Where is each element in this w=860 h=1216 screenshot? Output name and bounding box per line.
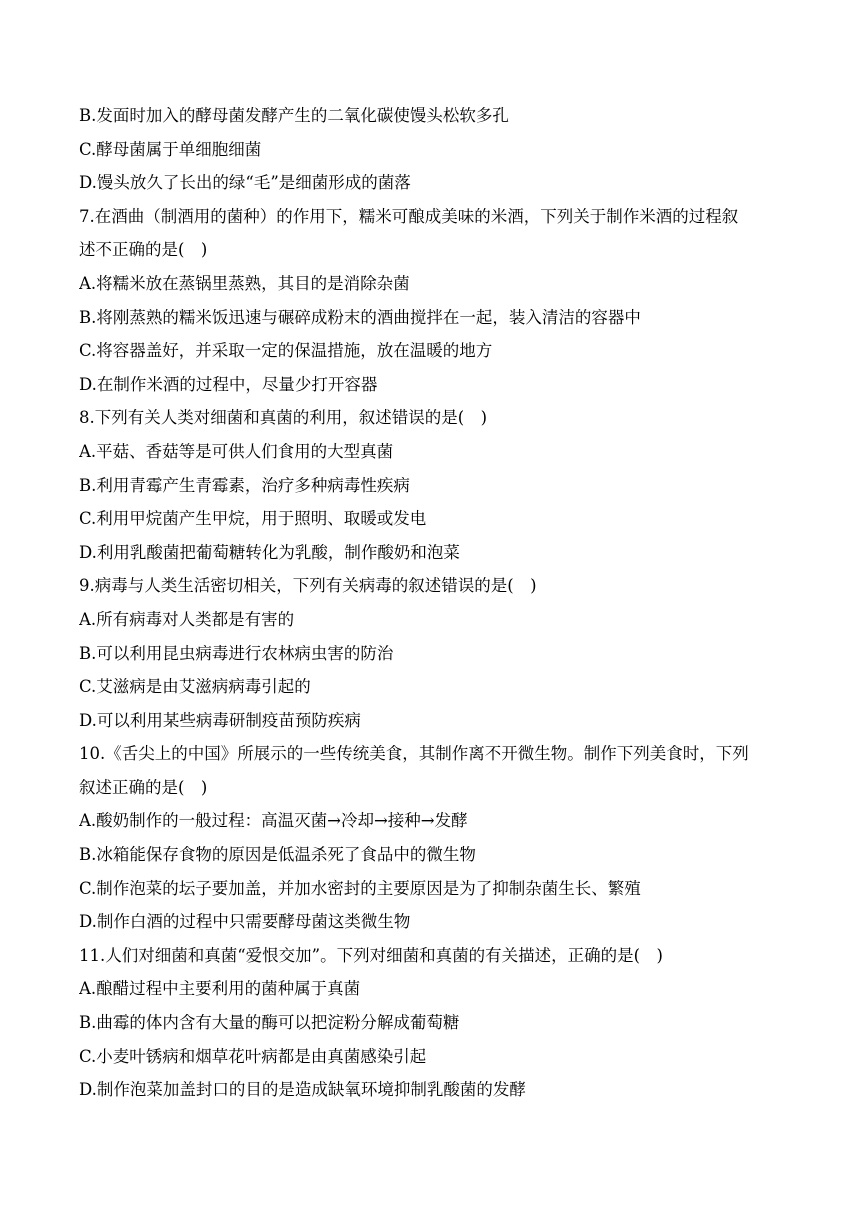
text-line: D.利用乳酸菌把葡萄糖转化为乳酸，制作酸奶和泡菜: [79, 542, 460, 562]
text-line: B.可以利用昆虫病毒进行农林病虫害的防治: [79, 643, 394, 663]
text-line: 7.在酒曲（制酒用的菌种）的作用下，糯米可酿成美味的米酒，下列关于制作米酒的过程叙: [79, 206, 739, 226]
text-line: B.将刚蒸熟的糯米饭迅速与碾碎成粉末的酒曲搅拌在一起，装入清洁的容器中: [79, 307, 641, 327]
text-line: C.酵母菌属于单细胞细菌: [79, 139, 262, 159]
text-line: B.曲霉的体内含有大量的酶可以把淀粉分解成葡萄糖: [79, 1013, 460, 1033]
text-line: C.艾滋病是由艾滋病病毒引起的: [79, 677, 311, 697]
text-line: 述不正确的是( ): [79, 240, 208, 260]
text-line: 叙述正确的是( ): [79, 777, 208, 797]
text-line: D.可以利用某些病毒研制疫苗预防疾病: [79, 710, 361, 730]
text-line: A.酿醋过程中主要利用的菌种属于真菌: [79, 979, 361, 999]
text-line: D.在制作米酒的过程中，尽量少打开容器: [79, 374, 378, 394]
text-line: B.冰箱能保存食物的原因是低温杀死了食品中的微生物: [79, 845, 476, 865]
text-line: 9.病毒与人类生活密切相关，下列有关病毒的叙述错误的是( ): [79, 576, 537, 596]
text-line: A.酸奶制作的一般过程：高温灭菌→冷却→接种→发酵: [79, 811, 468, 831]
text-line: C.将容器盖好，并采取一定的保温措施，放在温暖的地方: [79, 341, 493, 361]
text-line: C.小麦叶锈病和烟草花叶病都是由真菌感染引起: [79, 1046, 427, 1066]
text-line: D.制作泡菜加盖封口的目的是造成缺氧环境抑制乳酸菌的发酵: [79, 1080, 526, 1100]
text-line: B.利用青霉产生青霉素，治疗多种病毒性疾病: [79, 475, 410, 495]
text-line: A.将糯米放在蒸锅里蒸熟，其目的是消除杂菌: [79, 273, 410, 293]
text-line: A.平菇、香菇等是可供人们食用的大型真菌: [79, 441, 394, 461]
text-line: D.馒头放久了长出的绿“毛”是细菌形成的菌落: [79, 173, 411, 193]
text-line: D.制作白酒的过程中只需要酵母菌这类微生物: [79, 912, 411, 932]
text-line: C.制作泡菜的坛子要加盖，并加水密封的主要原因是为了抑制杂菌生长、繁殖: [79, 878, 641, 898]
question-text: [79, 99, 779, 1107]
text-line: 8.下列有关人类对细菌和真菌的利用，叙述错误的是( ): [79, 408, 488, 428]
text-line: A.所有病毒对人类都是有害的: [79, 609, 295, 629]
text-line: B.发面时加入的酵母菌发酵产生的二氧化碳使馒头松软多孔: [79, 106, 509, 125]
text-line: 10.《舌尖上的中国》所展示的一些传统美食，其制作离不开微生物。制作下列美食时，下列: [79, 744, 749, 764]
text-line: C.利用甲烷菌产生甲烷，用于照明、取暖或发电: [79, 509, 427, 529]
text-line: 11.人们对细菌和真菌“爱恨交加”。下列对细菌和真菌的有关描述，正确的是( ): [79, 945, 663, 965]
